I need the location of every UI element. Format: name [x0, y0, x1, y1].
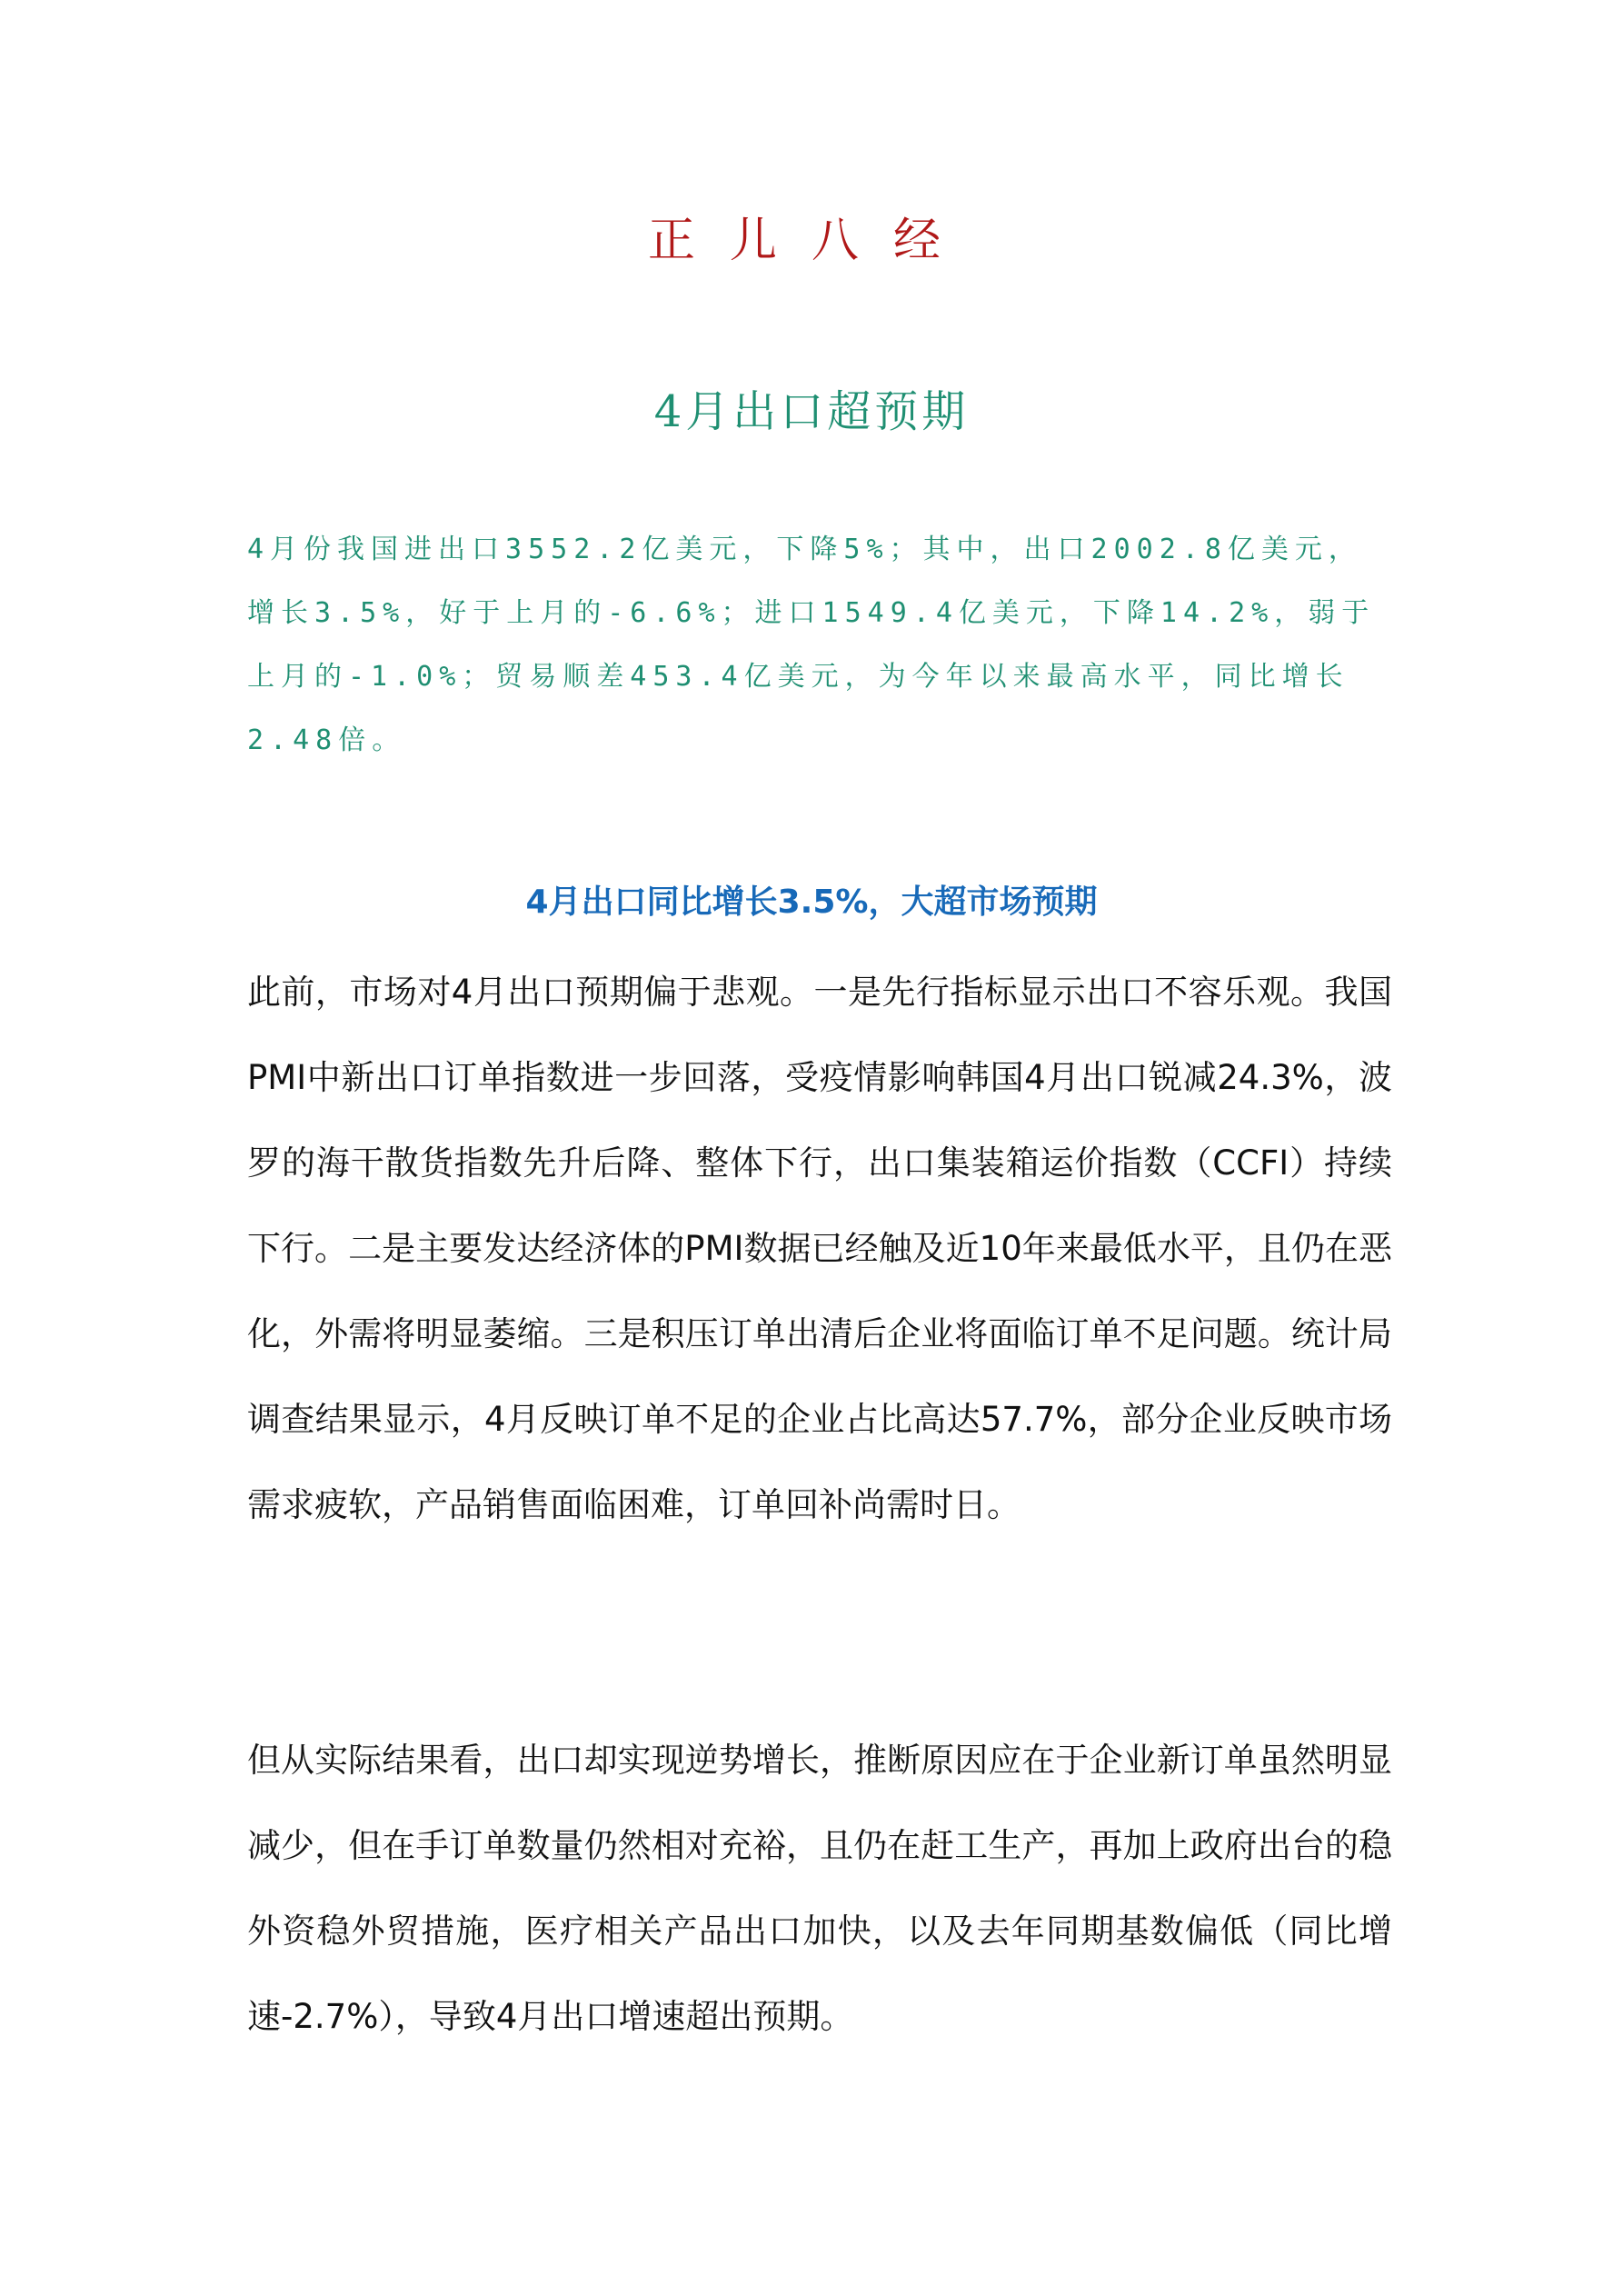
body-paragraph: 此前，市场对4月出口预期偏于悲观。一是先行指标显示出口不容乐观。我国PMI中新出口订单指数进一步回落，受疫情影响韩国4月出口锐减24.3%，波罗的海干散货指数先升后降、整体下行，出口集装箱运价指数（CCFI）持续下行。二是主要发达经济体的PMI数据已经触及近10年来最低水平，且仍在恶化，外需将明显萎缩。三是积压订单出清后企业将面临订单不足问题。统计局调查结果显示，4月反映订单不足的企业占比高达57.7%，部分企业反映市场需求疲软，产品销售面临困难，订单回补尚需时日。 — [247, 973, 1392, 1524]
masthead-title: 正儿八经 — [647, 214, 975, 268]
body-paragraph: 但从实际结果看，出口却实现逆势增长，推断原因应在于企业新订单虽然明显减少，但在手订单数量仍然相对充裕，且仍在赶工生产，再加上政府出台的稳外资稳外贸措施，医疗相关产品出口加快，以及去年同期基数偏低（同比增速-2.7%），导致4月出口增速超出预期。 — [247, 1741, 1392, 2036]
section-heading: 4月出口同比增长3.5%，大超市场预期 — [525, 883, 1098, 921]
summary-paragraph: 4月份我国进出口3552.2亿美元，下降5%；其中，出口2002.8亿美元，增长3.5%，好于上月的-6.6%；进口1549.4亿美元，下降14.2%，弱于上月的-1.0%；贸易顺差453.4亿美元，为今年以来最高水平，同比增长2.48倍。 — [247, 534, 1376, 756]
article-title: 4月出口超预期 — [653, 386, 970, 437]
